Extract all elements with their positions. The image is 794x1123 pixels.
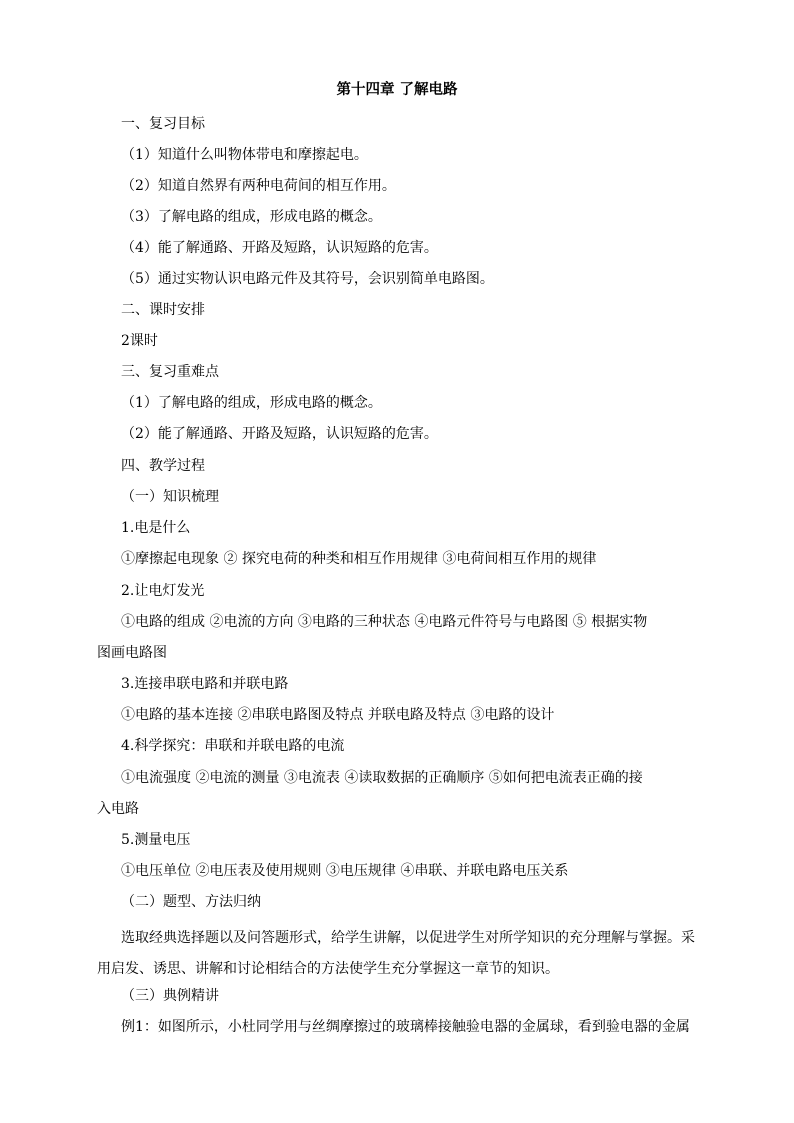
methods-heading: （二）题型、方法归纳: [121, 894, 261, 910]
knowledge-review-heading: （一）知识梳理: [121, 489, 219, 505]
topic-5-title: 5.测量电压: [121, 832, 191, 848]
example-1-text: 例1：如图所示，小杜同学用与丝绸摩擦过的玻璃棒接触验电器的金属球，看到验电器的金属: [121, 1019, 690, 1035]
process-heading: 四、教学过程: [121, 458, 205, 474]
topic-5-items: ①电压单位 ②电压表及使用规则 ③电压规律 ④串联、并联电路电压关系: [121, 863, 569, 879]
chapter-title: 第十四章 了解电路: [336, 81, 458, 98]
topic-2-title: 2.让电灯发光: [121, 583, 205, 599]
topic-4-title: 4.科学探究：串联和并联电路的电流: [121, 738, 345, 754]
topic-4-items: ①电流强度 ②电流的测量 ③电流表 ④读取数据的正确顺序 ⑤如何把电流表正确的接: [121, 770, 643, 786]
key-point-1: （1）了解电路的组成，形成电路的概念。: [121, 395, 382, 411]
goal-item-4: （4）能了解通路、开路及短路，认识短路的危害。: [121, 240, 438, 256]
goal-item-3: （3）了解电路的组成，形成电路的概念。: [121, 209, 382, 225]
goal-item-5: （5）通过实物认识电路元件及其符号，会识别简单电路图。: [121, 271, 494, 287]
schedule-heading: 二、课时安排: [121, 302, 205, 318]
goals-heading: 一、复习目标: [121, 116, 205, 132]
methods-paragraph: 选取经典选择题以及问答题形式，给学生讲解，以促进学生对所学知识的充分理解与掌握。采用启发、诱思、讲解和讨论相结合的方法使学生充分掌握这一章节的知识。: [97, 930, 695, 977]
topic-3-title: 3.连接串联电路和并联电路: [121, 676, 289, 692]
topic-2-items-continued: 图画电路图: [97, 645, 167, 661]
topic-3-items: ①电路的基本连接 ②串联电路图及特点 并联电路及特点 ③电路的设计: [121, 707, 555, 723]
topic-4-items-continued: 入电路: [97, 801, 139, 817]
examples-heading: （三）典例精讲: [121, 988, 219, 1004]
topic-2-items: ①电路的组成 ②电流的方向 ③电路的三种状态 ④电路元件符号与电路图 ⑤ 根据实物: [121, 614, 648, 630]
key-point-2: （2）能了解通路、开路及短路，认识短路的危害。: [121, 426, 438, 442]
goal-item-1: （1）知道什么叫物体带电和摩擦起电。: [121, 147, 368, 163]
goal-item-2: （2）知道自然界有两种电荷间的相互作用。: [121, 178, 396, 194]
topic-1-items: ①摩擦起电现象 ② 探究电荷的种类和相互作用规律 ③电荷间相互作用的规律: [121, 551, 597, 567]
key-points-heading: 三、复习重难点: [121, 364, 219, 380]
topic-1-title: 1.电是什么: [121, 520, 191, 536]
schedule-value: 2课时: [121, 333, 158, 349]
